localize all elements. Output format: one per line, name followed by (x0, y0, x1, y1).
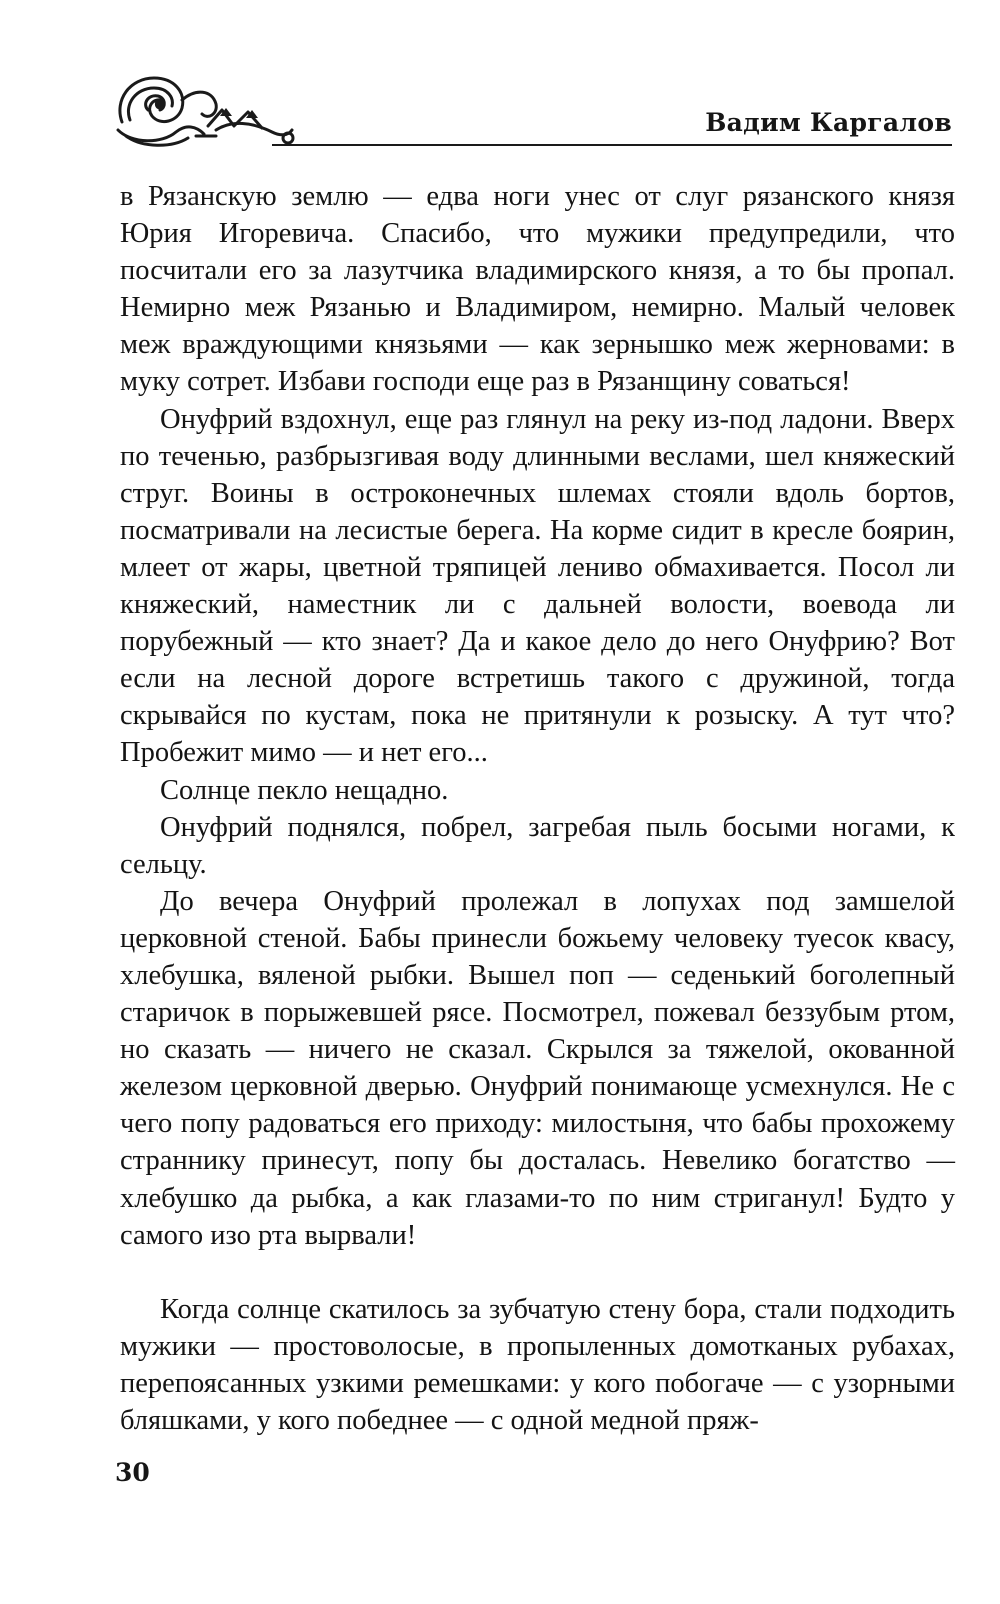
header-rule (272, 144, 952, 146)
paragraph: в Рязанскую землю — едва ноги унес от слуг рязанского князя Юрия Игоревича. Спасибо, что мужики предупредили, что посчитали его за лазутчика владимирского князя, а то бы пропал. Немирно меж Рязанью и Владимиром, немирно. Малый человек меж враждующими князьями — как зернышко меж жерновами: в муку сотрет. Избави господи еще раз в Рязанщину соваться! (120, 181, 955, 398)
paragraph: Когда солнце скатилось за зубчатую стену бора, стали подходить мужики — простоволосые, в пропыленных домотканых рубахах, перепоясанных узкими ремешками: у кого побогаче — с узорными бляшками, у кого победнее — с одной медной пряж- (120, 1293, 955, 1436)
running-header-author: Вадим Каргалов (705, 108, 952, 137)
decorative-scroll-ornament-icon (112, 70, 297, 150)
body-text (120, 178, 955, 1439)
paragraph: До вечера Онуфрий пролежал в лопухах под замшелой церковной стеной. Бабы принесли божьему человеку туесок квасу, хлебушка, вяленой рыбки. Вышел поп — седенький боголепный старичок в порыжевшей рясе. Посмотрел, пожевал беззубым ртом, но сказать — ничего не сказал. Скрылся за тяжелой, окованной железом церковной дверью. Онуфрий понимающе усмехнулся. Не с чего попу радоваться его приходу: милостыня, что бабы прохожему страннику принесут, попу бы досталась. Невелико богатство — хлебушко да рыбка, а как глазами-то по ним стриганул! Будто у самого изо рта вырвали! (120, 885, 955, 1251)
page-number: 30 (115, 1458, 150, 1487)
paragraph: Онуфрий вздохнул, еще раз глянул на реку из-под ладони. Вверх по теченью, разбрызгивая воду длинными веслами, шел княжеский струг. Воины в остроконечных шлемах стояли вдоль бортов, посматривали на лесистые берега. На корме сидит в кресле боярин, млеет от жары, цветной тряпицей лениво обмахивается. Посол ли княжеский, наместник ли с дальней волости, воевода ли порубежный — кто знает? Да и какое дело до него Онуфрию? Вот если на лесной дороге встретишь такого с дружиной, тогда скрывайся по кустам, пока не притянули к розыску. А тут что? Пробежит мимо — и нет его... (120, 403, 955, 769)
running-header (112, 64, 952, 154)
paragraph: Онуфрий поднялся, побрел, загребая пыль босыми ногами, к сельцу. (120, 811, 955, 880)
paragraph: Солнце пекло нещадно. (160, 774, 449, 806)
